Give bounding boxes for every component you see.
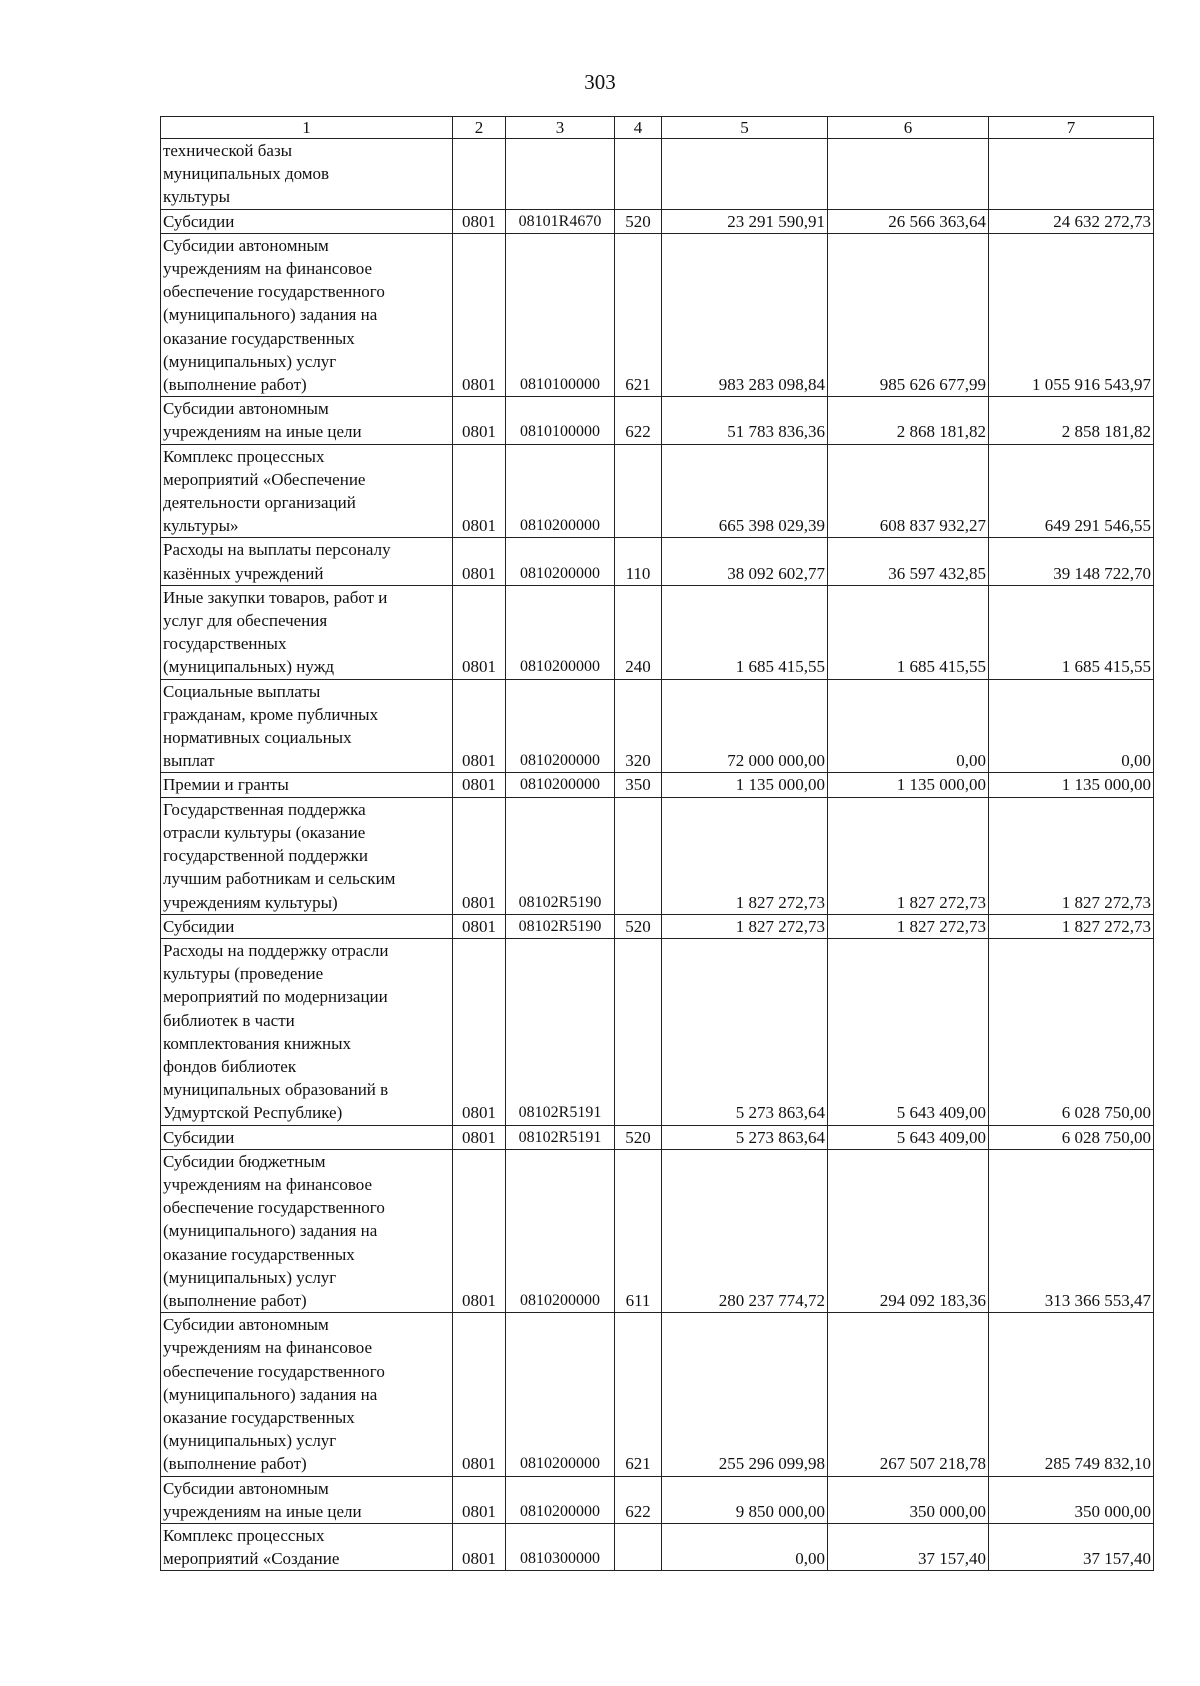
amount-year3-cell: 1 055 916 543,97 (989, 233, 1154, 396)
amount-year1-cell (662, 139, 828, 210)
target-article-cell: 08101R4670 (506, 209, 615, 233)
table-row (161, 397, 1154, 444)
amount-year3-cell: 39 148 722,70 (989, 538, 1154, 585)
description-cell: Субсидии бюджетным учреждениям на финансовое обеспечение государственного (муниципального) задания на оказание государственных (муниципальных) услуг (выполнение работ) (161, 1149, 453, 1312)
section-code-cell: 0801 (453, 397, 506, 444)
amount-year2-cell: 37 157,40 (828, 1523, 989, 1570)
amount-year1-cell: 665 398 029,39 (662, 444, 828, 538)
table-row (161, 679, 1154, 773)
table-body (161, 139, 1154, 1571)
amount-year3-cell: 24 632 272,73 (989, 209, 1154, 233)
amount-year3-cell: 0,00 (989, 679, 1154, 773)
table-row (161, 914, 1154, 938)
target-article-cell: 08102R5191 (506, 1125, 615, 1149)
amount-year2-cell: 36 597 432,85 (828, 538, 989, 585)
section-code-cell: 0801 (453, 679, 506, 773)
section-code-cell: 0801 (453, 585, 506, 679)
amount-year1-cell: 255 296 099,98 (662, 1313, 828, 1476)
description-cell: технической базы муниципальных домов культуры (161, 139, 453, 210)
target-article-cell: 0810200000 (506, 1149, 615, 1312)
expense-type-cell: 240 (615, 585, 662, 679)
expense-type-cell (615, 1523, 662, 1570)
description-cell: Субсидии автономным учреждениям на иные цели (161, 1476, 453, 1523)
description-cell: Комплекс процессных мероприятий «Обеспечение деятельности организаций культуры» (161, 444, 453, 538)
expense-type-cell: 350 (615, 773, 662, 797)
target-article-cell: 0810200000 (506, 585, 615, 679)
target-article-cell (506, 139, 615, 210)
amount-year2-cell: 5 643 409,00 (828, 938, 989, 1125)
section-code-cell: 0801 (453, 538, 506, 585)
amount-year1-cell: 1 827 272,73 (662, 797, 828, 914)
target-article-cell: 08102R5190 (506, 914, 615, 938)
description-cell: Субсидии (161, 914, 453, 938)
amount-year2-cell: 1 827 272,73 (828, 914, 989, 938)
expense-type-cell: 621 (615, 233, 662, 396)
amount-year1-cell: 280 237 774,72 (662, 1149, 828, 1312)
description-cell: Социальные выплаты гражданам, кроме публичных нормативных социальных выплат (161, 679, 453, 773)
amount-year3-cell: 6 028 750,00 (989, 938, 1154, 1125)
column-header: 7 (989, 117, 1154, 139)
table-row (161, 797, 1154, 914)
amount-year2-cell: 0,00 (828, 679, 989, 773)
description-cell: Комплекс процессных мероприятий «Создание (161, 1523, 453, 1570)
target-article-cell: 0810300000 (506, 1523, 615, 1570)
amount-year3-cell: 313 366 553,47 (989, 1149, 1154, 1312)
expense-type-cell (615, 139, 662, 210)
expense-type-cell (615, 938, 662, 1125)
expense-type-cell: 622 (615, 397, 662, 444)
budget-table (160, 116, 1154, 1571)
section-code-cell: 0801 (453, 914, 506, 938)
description-cell: Государственная поддержка отрасли культуры (оказание государственной поддержки лучшим работникам и сельским учреждениям культуры) (161, 797, 453, 914)
section-code-cell: 0801 (453, 773, 506, 797)
column-header: 2 (453, 117, 506, 139)
expense-type-cell: 622 (615, 1476, 662, 1523)
amount-year2-cell: 1 827 272,73 (828, 797, 989, 914)
table-row (161, 1149, 1154, 1312)
column-number-row (161, 117, 1154, 139)
expense-type-cell: 621 (615, 1313, 662, 1476)
amount-year3-cell: 1 827 272,73 (989, 914, 1154, 938)
amount-year2-cell (828, 139, 989, 210)
expense-type-cell: 520 (615, 914, 662, 938)
table-row (161, 1125, 1154, 1149)
amount-year3-cell: 37 157,40 (989, 1523, 1154, 1570)
amount-year3-cell: 6 028 750,00 (989, 1125, 1154, 1149)
section-code-cell: 0801 (453, 209, 506, 233)
column-header: 1 (161, 117, 453, 139)
amount-year3-cell: 285 749 832,10 (989, 1313, 1154, 1476)
table-row (161, 773, 1154, 797)
column-header: 6 (828, 117, 989, 139)
target-article-cell: 0810200000 (506, 773, 615, 797)
section-code-cell: 0801 (453, 1149, 506, 1312)
amount-year1-cell: 1 685 415,55 (662, 585, 828, 679)
expense-type-cell: 520 (615, 1125, 662, 1149)
column-header: 5 (662, 117, 828, 139)
amount-year3-cell: 350 000,00 (989, 1476, 1154, 1523)
section-code-cell: 0801 (453, 797, 506, 914)
amount-year1-cell: 23 291 590,91 (662, 209, 828, 233)
description-cell: Субсидии (161, 209, 453, 233)
target-article-cell: 0810200000 (506, 1313, 615, 1476)
amount-year3-cell: 2 858 181,82 (989, 397, 1154, 444)
description-cell: Иные закупки товаров, работ и услуг для обеспечения государственных (муниципальных) нужд (161, 585, 453, 679)
amount-year1-cell: 51 783 836,36 (662, 397, 828, 444)
section-code-cell: 0801 (453, 444, 506, 538)
description-cell: Премии и гранты (161, 773, 453, 797)
amount-year1-cell: 1 827 272,73 (662, 914, 828, 938)
table-row (161, 538, 1154, 585)
expense-type-cell: 110 (615, 538, 662, 585)
description-cell: Расходы на выплаты персоналу казённых учреждений (161, 538, 453, 585)
amount-year2-cell: 294 092 183,36 (828, 1149, 989, 1312)
amount-year1-cell: 72 000 000,00 (662, 679, 828, 773)
description-cell: Субсидии автономным учреждениям на иные цели (161, 397, 453, 444)
target-article-cell: 0810200000 (506, 538, 615, 585)
target-article-cell: 0810100000 (506, 397, 615, 444)
expense-type-cell: 520 (615, 209, 662, 233)
column-header: 4 (615, 117, 662, 139)
table-row (161, 1523, 1154, 1570)
table-row (161, 209, 1154, 233)
amount-year2-cell: 985 626 677,99 (828, 233, 989, 396)
target-article-cell: 0810200000 (506, 679, 615, 773)
amount-year3-cell: 1 827 272,73 (989, 797, 1154, 914)
section-code-cell (453, 139, 506, 210)
table-row (161, 1313, 1154, 1476)
description-cell: Расходы на поддержку отрасли культуры (проведение мероприятий по модернизации библиотек в части комплектования книжных фондов библиотек муниципальных образований в Удмуртской Республике) (161, 938, 453, 1125)
table-row (161, 444, 1154, 538)
amount-year1-cell: 1 135 000,00 (662, 773, 828, 797)
amount-year2-cell: 1 135 000,00 (828, 773, 989, 797)
target-article-cell: 08102R5191 (506, 938, 615, 1125)
expense-type-cell: 611 (615, 1149, 662, 1312)
amount-year1-cell: 983 283 098,84 (662, 233, 828, 396)
amount-year2-cell: 26 566 363,64 (828, 209, 989, 233)
section-code-cell: 0801 (453, 1476, 506, 1523)
description-cell: Субсидии автономным учреждениям на финансовое обеспечение государственного (муниципального) задания на оказание государственных (муниципальных) услуг (выполнение работ) (161, 1313, 453, 1476)
amount-year1-cell: 0,00 (662, 1523, 828, 1570)
description-cell: Субсидии автономным учреждениям на финансовое обеспечение государственного (муниципального) задания на оказание государственных (муниципальных) услуг (выполнение работ) (161, 233, 453, 396)
expense-type-cell (615, 444, 662, 538)
amount-year1-cell: 9 850 000,00 (662, 1476, 828, 1523)
section-code-cell: 0801 (453, 938, 506, 1125)
section-code-cell: 0801 (453, 233, 506, 396)
table-row (161, 938, 1154, 1125)
amount-year2-cell: 1 685 415,55 (828, 585, 989, 679)
expense-type-cell: 320 (615, 679, 662, 773)
description-cell: Субсидии (161, 1125, 453, 1149)
table-row (161, 1476, 1154, 1523)
table-row (161, 233, 1154, 396)
amount-year3-cell (989, 139, 1154, 210)
target-article-cell: 0810200000 (506, 1476, 615, 1523)
amount-year3-cell: 1 685 415,55 (989, 585, 1154, 679)
amount-year2-cell: 350 000,00 (828, 1476, 989, 1523)
amount-year1-cell: 5 273 863,64 (662, 1125, 828, 1149)
page-number: 303 (584, 70, 616, 94)
amount-year1-cell: 5 273 863,64 (662, 938, 828, 1125)
target-article-cell: 0810100000 (506, 233, 615, 396)
table-row (161, 585, 1154, 679)
amount-year3-cell: 1 135 000,00 (989, 773, 1154, 797)
amount-year2-cell: 2 868 181,82 (828, 397, 989, 444)
amount-year1-cell: 38 092 602,77 (662, 538, 828, 585)
table-row (161, 139, 1154, 210)
column-header: 3 (506, 117, 615, 139)
amount-year2-cell: 5 643 409,00 (828, 1125, 989, 1149)
section-code-cell: 0801 (453, 1313, 506, 1476)
expense-type-cell (615, 797, 662, 914)
target-article-cell: 08102R5190 (506, 797, 615, 914)
section-code-cell: 0801 (453, 1125, 506, 1149)
amount-year2-cell: 608 837 932,27 (828, 444, 989, 538)
target-article-cell: 0810200000 (506, 444, 615, 538)
amount-year2-cell: 267 507 218,78 (828, 1313, 989, 1476)
section-code-cell: 0801 (453, 1523, 506, 1570)
amount-year3-cell: 649 291 546,55 (989, 444, 1154, 538)
